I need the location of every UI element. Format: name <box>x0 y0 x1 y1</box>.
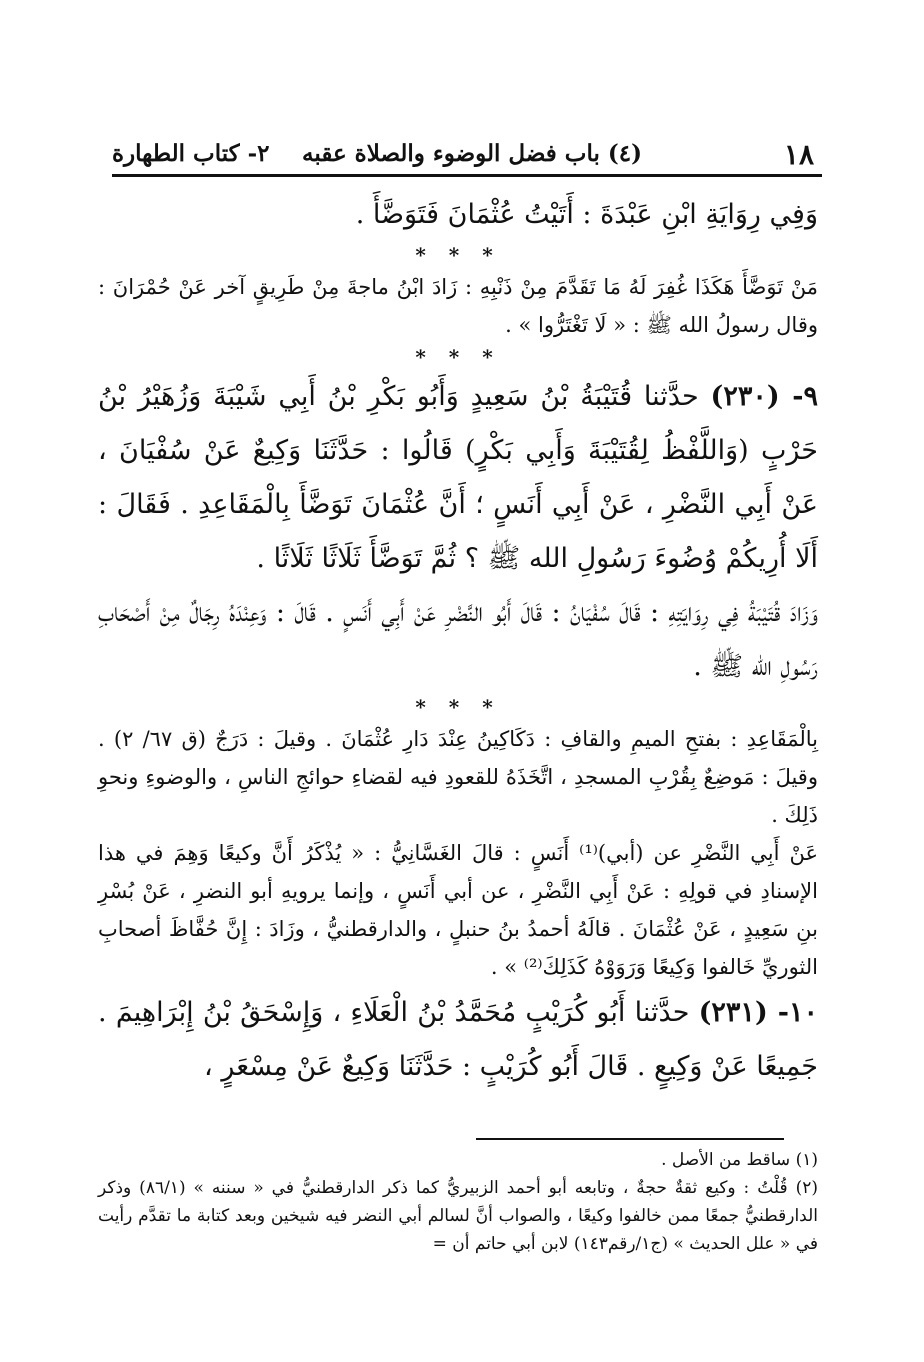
footnote-1: (١) ساقط من الأصل . <box>661 1150 818 1170</box>
section-title: (٤) باب فضل الوضوء والصلاة عقبه <box>302 140 642 167</box>
page-number: ١٨ <box>783 138 814 171</box>
hadith-text: حدَّثنا أَبُو كُرَيْبٍ مُحَمَّدُ بْنُ الْعَلَاءِ ، وَإِسْحَقُ بْنُ إِبْرَاهِيمَ . جَمِيعًا عَنْ وَكِيعٍ . قَالَ أَبُو كُرَيْبٍ : حَدَّثَنَا وَكِيعٌ عَنْ مِسْعَرٍ ، <box>98 997 818 1082</box>
commentary-paragraph: مَنْ تَوَضَّأَ هَكَذَا غُفِرَ لَهُ مَا تَقَدَّمَ مِنْ ذَنْبِهِ : زَادَ ابْنُ ماجةَ مِنْ طَرِيقٍ آخر عَنْ حُمْرَانَ : وقال رسولُ الله ﷺ : « لَا تَغْتَرُّوا » . <box>98 275 818 337</box>
footnote-rule <box>476 1138 784 1140</box>
separator-stars: * * * <box>415 695 501 719</box>
hadith-number: ١٠- (٢٣١) <box>698 997 818 1028</box>
hadith-text: حدَّثنا قُتَيْبَةُ بْنُ سَعِيدٍ وَأَبُو بَكْرِ بْنُ أَبِي شَيْبَةَ وَزُهَيْرُ بْنُ حَرْبٍ (وَاللَّفْظُ لِقُتَيْبَةَ وَأَبِي بَكْرٍ) قَالُوا : حَدَّثَنَا وَكِيعٌ عَنْ سُفْيَانَ ، عَنْ أَبِي النَّضْرِ ، عَنْ أَبِي أَنَسٍ ؛ أَنَّ عُثْمَانَ تَوَضَّأَ بِالْمَقَاعِدِ . فَقَالَ : أَلَا أُرِيكُمْ وُضُوءَ رَسُولِ الله ﷺ ؟ ثُمَّ تَوَضَّأَ ثَلَاثًا ثَلَاثًا . <box>98 381 818 574</box>
header-rule <box>112 174 822 177</box>
commentary-ghassani: عَنْ أَبِي النَّضْرِ عن (أبي)⁽¹⁾ أَنَسٍ : قالَ الغَسَّانِيُّ : « يُذْكَرُ أَنَّ وكيعًا وَهِمَ في هذا الإسنادِ في قولِهِ : عَنْ أَبِي النَّضْرِ ، عن أبي أَنَسٍ ، وإنما يرويهِ أبو النضرِ ، عَنْ بُسْرِ بنِ سَعِيدٍ ، عَنْ عُثْمَانَ . قالَهُ أحمدُ بنُ حنبلٍ ، والدارقطنيُّ ، وزَادَ : إِنَّ حُفَّاظَ أصحابِ الثوريِّ خَالفوا وَكِيعًا وَرَوَوْهُ كَذَلِكَ⁽²⁾ » . <box>98 841 818 979</box>
hadith-231 <box>98 986 818 1094</box>
running-header <box>112 138 822 176</box>
book-title: ٢- كتاب الطهارة <box>112 140 270 167</box>
footnote-2: (٢) قُلْتُ : وكيع ثقةٌ حجةٌ ، وتابعه أبو أحمد الزبيريُّ كما ذكر الدارقطنيُّ في « سننه » (٨٦/١) وذكر الدارقطنيُّ جمعًا ممن خالفوا وكيعًا ، والصواب أنَّ لسالم أبي النضر فيه شيخين وبعد كتابة ما تقدَّم رأيت في « علل الحديث » (ج١/رقم١٤٣) لابن أبي حاتم أن = <box>98 1178 818 1254</box>
separator-stars: * * * <box>415 345 501 369</box>
commentary-maqaid: بِالْمَقَاعِدِ : بفتحِ الميمِ والقافِ : دَكَاكِينُ عِنْدَ دَارِ عُثْمَانَ . وقيلَ : دَرَجٌ (ق ٦٧/ ٢) . وقيلَ : مَوضِعٌ بِقُرْبِ المسجدِ ، اتَّخَذَهُ للقعودِ فيه لقضاءِ حوائجِ الناسِ ، والوضوءِ ونحوِ ذَلِكَ . <box>98 727 818 827</box>
footnotes <box>98 1146 818 1258</box>
qutaybah-addition: وَزَادَ قُتَيْبَةُ فِي رِوَايَتِهِ : قَالَ سُفْيَانُ : قَالَ أَبُو النَّضْرِ عَنْ أَبِي أَنَسٍ . قَالَ : وَعِنْدَهُ رِجَالٌ مِنْ أَصْحَابِ رَسُولِ الله ﷺ . <box>98 597 818 682</box>
separator-stars: * * * <box>415 243 501 267</box>
main-text <box>98 188 818 1094</box>
hadith-number: ٩- (٢٣٠) <box>710 381 818 412</box>
paragraph-ibn-abdah: وَفِي رِوَايَةِ ابْنِ عَبْدَةَ : أَتَيْتُ عُثْمَانَ فَتَوَضَّأَ . <box>355 199 818 230</box>
hadith-230 <box>98 370 818 586</box>
